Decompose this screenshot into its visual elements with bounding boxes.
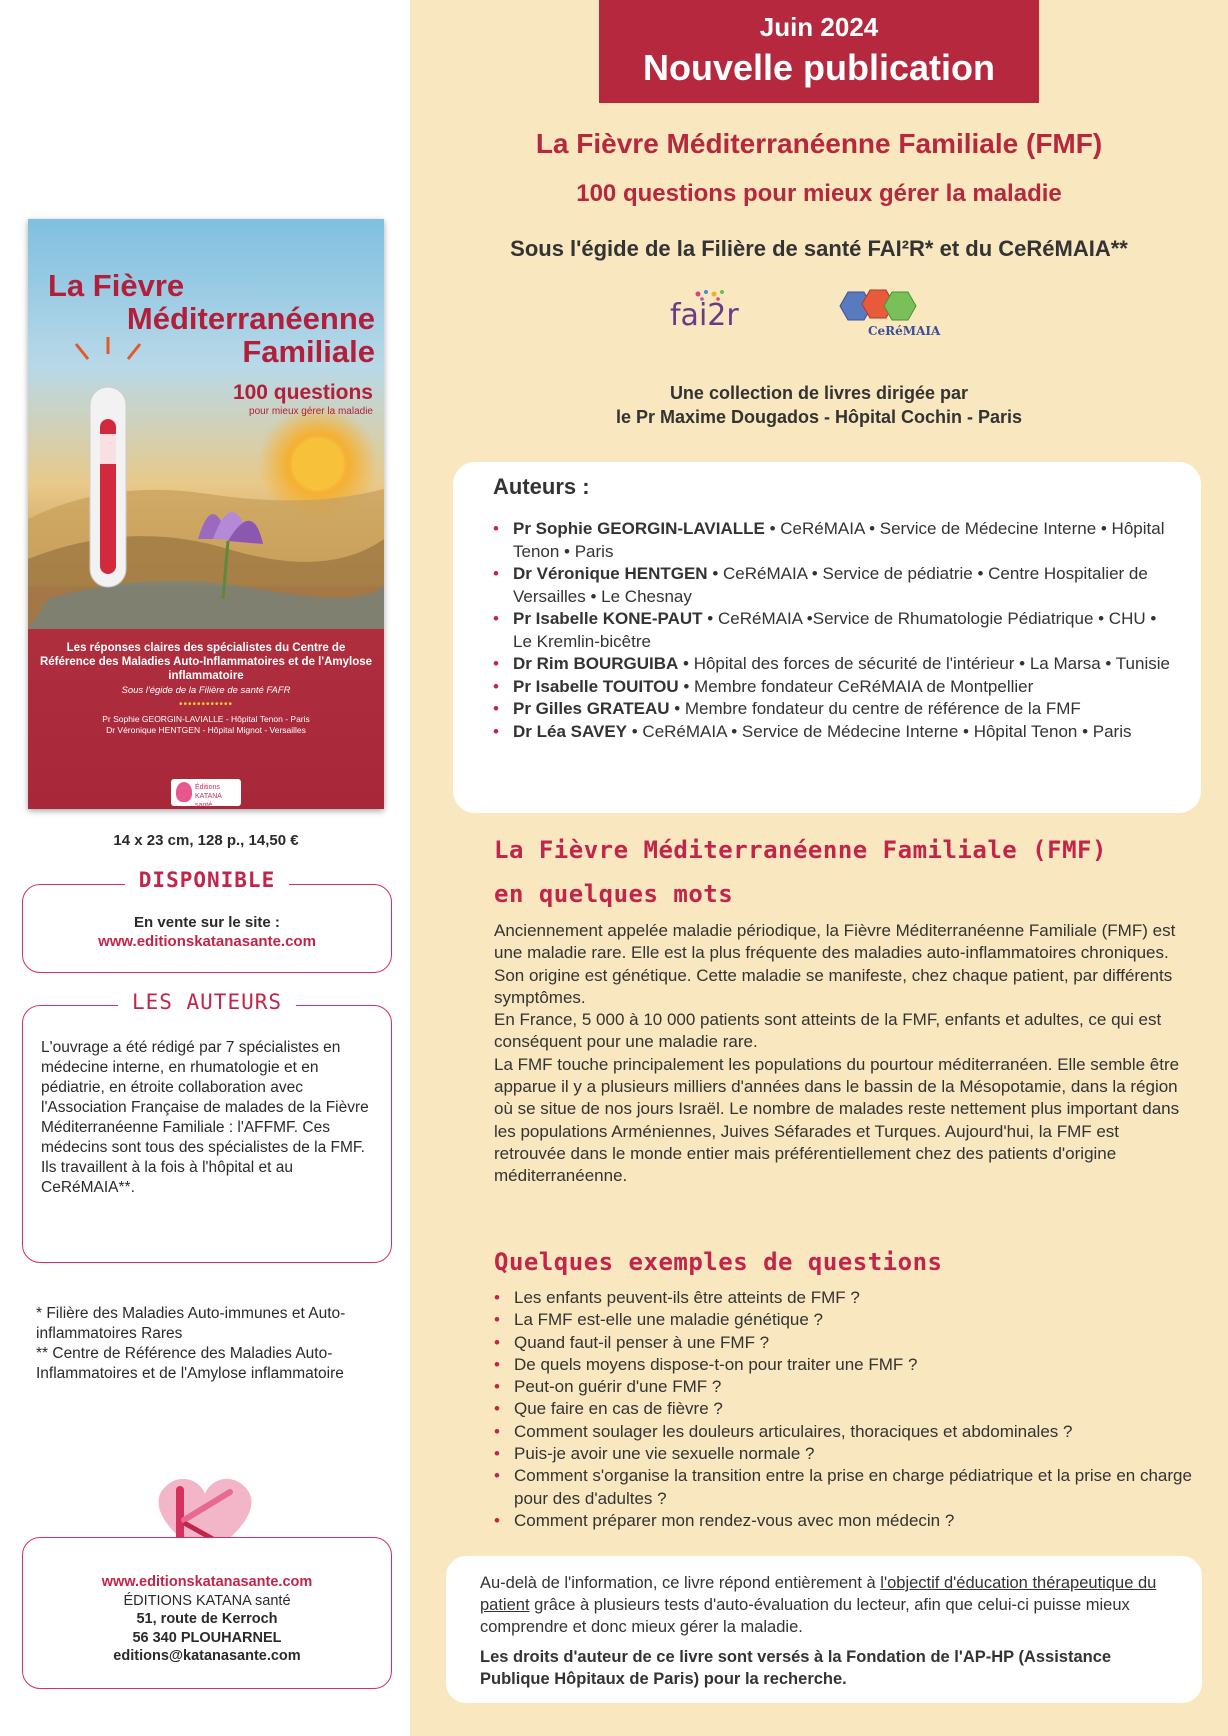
- question-item: • La FMF est-elle une maladie génétique ?: [494, 1309, 1194, 1331]
- education-card: [446, 1556, 1202, 1703]
- collection-info: [410, 381, 1228, 429]
- contact-link[interactable]: www.editionskatanasante.com: [101, 1574, 313, 1590]
- author-name: Dr Léa SAVEY: [513, 721, 628, 741]
- les-auteurs-title: LES AUTEURS: [118, 990, 296, 1014]
- authors-card: [453, 462, 1201, 813]
- cover-author2: Dr Véronique HENTGEN - Hôpital Mignot - Versailles: [106, 725, 306, 735]
- cover-title-line3: Familiale: [242, 334, 375, 369]
- book-cover: [28, 219, 384, 809]
- sidebar: [0, 0, 410, 1736]
- book-title: La Fièvre Méditerranéenne Familiale (FMF): [535, 128, 1103, 159]
- author-name: Pr Sophie GEORGIN-LAVIALLE: [513, 519, 765, 538]
- footnotes: [36, 1304, 376, 1384]
- main-panel: [410, 0, 1228, 1736]
- education-text-post: grâce à plusieurs tests d'auto-évaluation du lecteur, afin que celui-ci puisse mieux comprendre et donc mieux gérer la maladie.: [480, 1596, 1130, 1636]
- education-text-pre: Au-delà de l'information, ce livre répond entièrement à: [480, 1574, 881, 1592]
- author-item: [493, 608, 1171, 653]
- author-item: [493, 698, 1171, 721]
- questions-heading: Quelques exemples de questions: [494, 1248, 943, 1276]
- author-item: [493, 676, 1171, 699]
- banner-date: Juin 2024: [759, 12, 879, 42]
- question-item: • Comment préparer mon rendez-vous avec mon médecin ?: [494, 1510, 1194, 1532]
- cover-logo-line2: KATANA: [195, 793, 222, 800]
- education-paragraph: [480, 1572, 1174, 1638]
- author-item: [493, 518, 1171, 563]
- question-item: • Les enfants peuvent-ils être atteints de FMF ?: [494, 1287, 1194, 1309]
- fmf-paragraph-2: En France, 5 000 à 10 000 patients sont atteints de la FMF, enfants et adultes, ce qui est conséquent pour une maladie rare.: [494, 1010, 1162, 1052]
- cover-title-line1: La Fièvre: [48, 268, 185, 303]
- education-link[interactable]: l'objectif d'éducation thérapeutique du patient: [480, 1574, 1157, 1614]
- collection-line1: Une collection de livres dirigée par: [669, 383, 969, 403]
- cover-title: [40, 269, 375, 368]
- question-item: • Comment soulager les douleurs articulaires, thoraciques et abdominales ?: [494, 1421, 1194, 1443]
- author-info: • Hôpital des forces de sécurité de l'intérieur • La Marsa • Tunisie: [678, 654, 1170, 673]
- question-item: • Comment s'organise la transition entre la prise en charge pédiatrique et la prise en charge pour des d'adultes ?: [494, 1465, 1194, 1510]
- contact-box: [22, 1537, 392, 1689]
- footnote-2: ** Centre de Référence des Maladies Auto-Inflammatoires et de l'Amylose inflammatoire: [36, 1345, 344, 1382]
- cover-logo-line3: santé: [195, 802, 213, 809]
- author-info: • Membre fondateur CeRéMAIA de Montpellier: [678, 676, 1034, 696]
- disponible-box: [22, 868, 392, 973]
- disponible-text: En vente sur le site :: [134, 914, 280, 931]
- book-egide: Sous l'égide de la Filière de santé FAI²R* et du CeRéMAIA**: [510, 236, 1128, 261]
- cover-egide: Sous l'égide de la Filière de santé FAFR: [121, 685, 291, 696]
- ceremaia-hexagons-icon: [818, 288, 958, 328]
- book-format: 14 x 23 cm, 128 p., 14,50 €: [113, 832, 299, 849]
- katana-k-icon: [176, 782, 192, 802]
- collection-line2: le Pr Maxime Dougados - Hôpital Cochin - Paris: [615, 407, 1023, 427]
- cover-subtitle: 100 questions: [232, 381, 373, 404]
- banner-label: Nouvelle publication: [642, 47, 996, 88]
- footnote-1: * Filière des Maladies Auto-immunes et Auto-inflammatoires Rares: [36, 1305, 346, 1342]
- author-name: Dr Rim BOURGUIBA: [513, 654, 679, 673]
- ceremaia-logo-text: CeRéMAIA: [868, 324, 941, 338]
- fai2r-logo-text: fai2r: [670, 298, 739, 333]
- cover-katana-logo: [171, 779, 241, 809]
- disponible-title: DISPONIBLE: [125, 868, 289, 892]
- cover-red-band: [28, 629, 384, 809]
- fmf-description: [494, 920, 1184, 1188]
- author-name: Dr Véronique HENTGEN: [513, 564, 708, 583]
- cover-subtitle2: pour mieux gérer la maladie: [249, 406, 373, 417]
- author-info: • CeRéMAIA • Service de Médecine Interne • Hôpital Tenon • Paris: [627, 721, 1132, 741]
- cover-logo-line1: Éditions: [195, 784, 220, 791]
- question-item: • De quels moyens dispose-t-on pour traiter une FMF ?: [494, 1354, 1194, 1376]
- authors-title: Auteurs :: [493, 474, 590, 499]
- authors-list: [493, 518, 1171, 743]
- author-name: Pr Isabelle KONE-PAUT: [513, 609, 703, 628]
- cover-author1: Pr Sophie GEORGIN-LAVIALLE - Hôpital Tenon - Paris: [102, 714, 310, 724]
- author-info: • CeRéMAIA • Service de Médecine Interne • Hôpital Tenon • Paris: [513, 519, 1165, 561]
- les-auteurs-box: [22, 990, 392, 1263]
- question-item: • Que faire en cas de fièvre ?: [494, 1398, 1194, 1420]
- ceremaia-logo: [818, 288, 958, 344]
- disponible-link[interactable]: www.editionskatanasante.com: [98, 933, 316, 950]
- book-subtitle: 100 questions pour mieux gérer la maladie: [576, 180, 1062, 207]
- author-item: [493, 563, 1171, 608]
- fmf-paragraph-3: La FMF touche principalement les populations du pourtour méditerranéen. Elle semble être apparue il y a plusieurs milliers d'années dans le bassin de la Mésopotamie, dans la région où se situe de nos jours Israël. Le nombre de malades reste nettement plus important dans les populations Arméniennes, Juives Séfarades et Turques. Aujourd'hui, la FMF est retrouvée dans le monde entier mais préférentiellement chez des patients d'origine méditerranéenne.: [494, 1054, 1180, 1186]
- fmf-subheading: en quelques mots: [494, 880, 734, 908]
- fai2r-logo: [660, 288, 770, 338]
- question-item: • Peut-on guérir d'une FMF ?: [494, 1376, 1194, 1398]
- banner: [599, 0, 1039, 103]
- author-name: Pr Isabelle TOUITOU: [513, 676, 679, 696]
- fmf-paragraph-1: Anciennement appelée maladie périodique, la Fièvre Méditerranéenne Familiale (FMF) est une maladie rare. Elle est la plus fréquente des maladies auto-inflammatoires chroniques. Son origine est génétique. Cette maladie se manifeste, chez chaque patient, par différents symptômes.: [494, 921, 1176, 1007]
- author-info: • CeRéMAIA • Service de pédiatrie • Centre Hospitalier de Versailles • Le Chesnay: [513, 564, 1148, 606]
- author-info: • Membre fondateur du centre de référence de la FMF: [669, 699, 1081, 718]
- question-item: • Puis-je avoir une vie sexuelle normale ?: [494, 1443, 1194, 1465]
- contact-publisher: ÉDITIONS KATANA santé: [123, 1592, 291, 1609]
- questions-list: [494, 1287, 1194, 1532]
- contact-street: 51, route de Kerroch: [136, 1611, 278, 1627]
- cover-title-line2: Méditerranéenne: [126, 301, 375, 336]
- author-name: Pr Gilles GRATEAU: [513, 699, 670, 718]
- contact-email[interactable]: editions@katanasante.com: [113, 1648, 301, 1664]
- cover-description: Les réponses claires des spécialistes du Centre de Référence des Maladies Auto-Inflammatoires et de l'Amylose inflammatoire: [39, 642, 373, 682]
- author-item: [493, 653, 1171, 676]
- les-auteurs-text: L'ouvrage a été rédigé par 7 spécialistes en médecine interne, en rhumatologie et en pédiatrie, en étroite collaboration avec l'Association Française de malades de la Fièvre Méditerranéenne Familiale : l'AFFMF. Ces médecins sont tous des spécialistes de la FMF. Ils travaillent à la fois à l'hôpital et au CeRéMAIA**.: [41, 1039, 369, 1196]
- question-item: • Quand faut-il penser à une FMF ?: [494, 1332, 1194, 1354]
- author-info: • CeRéMAIA •Service de Rhumatologie Pédiatrique • CHU • Le Kremlin-bicêtre: [513, 609, 1157, 651]
- cover-dots: ••••••••••••: [178, 699, 233, 710]
- fmf-heading: La Fièvre Méditerranéenne Familiale (FMF): [494, 836, 1107, 864]
- contact-city: 56 340 PLOUHARNEL: [132, 1629, 282, 1646]
- royalties-paragraph: Les droits d'auteur de ce livre sont versés à la Fondation de l'AP-HP (Assistance Publique Hôpitaux de Paris) pour la recherche.: [480, 1648, 1112, 1688]
- author-item: [493, 721, 1171, 744]
